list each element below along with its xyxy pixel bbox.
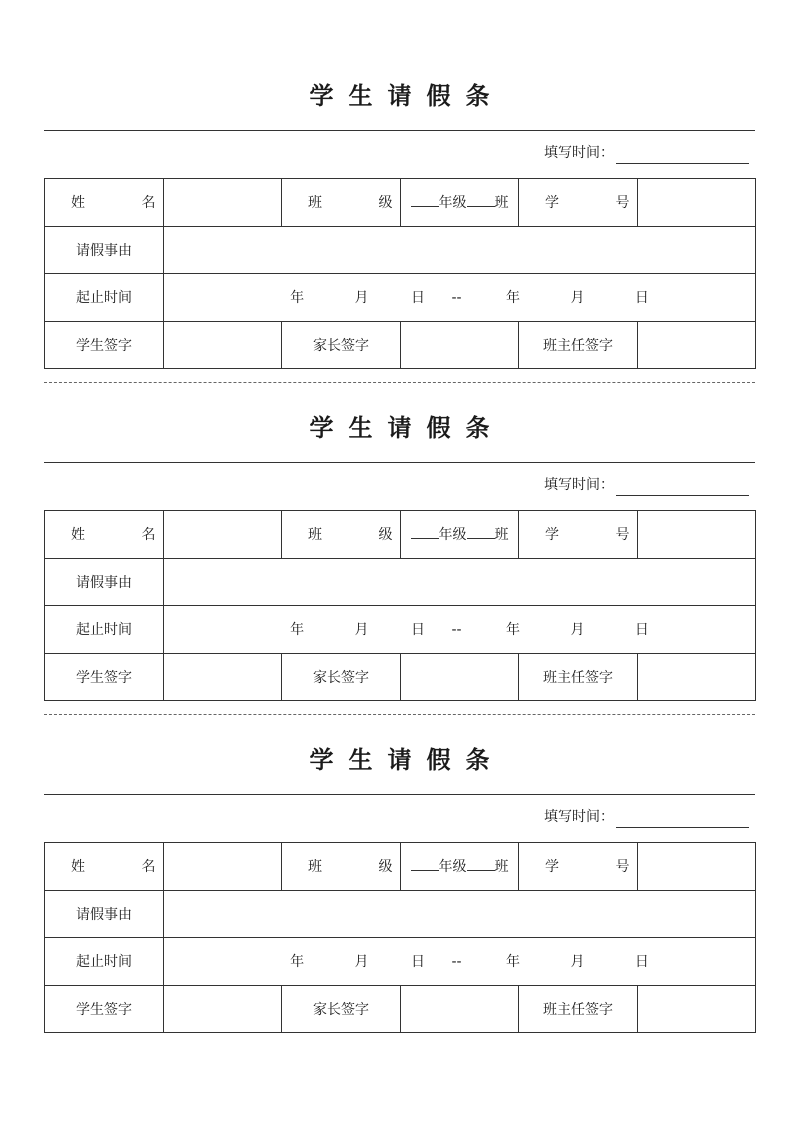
- student-sign-field[interactable]: [164, 653, 282, 701]
- parent-sign-field[interactable]: [401, 985, 519, 1033]
- end-month-unit: 月: [570, 954, 585, 971]
- period-label: 起止时间: [45, 938, 164, 986]
- teacher-sign-field[interactable]: [638, 321, 756, 369]
- table-row: [45, 274, 756, 322]
- fill-time-row: [544, 474, 749, 496]
- start-month-unit: 月: [354, 622, 369, 639]
- teacher-sign-field[interactable]: [638, 985, 756, 1033]
- class-label: 班 级: [282, 511, 401, 559]
- class-blank[interactable]: [467, 526, 495, 539]
- date-range-dash: --: [451, 622, 462, 639]
- name-label: 姓 名: [45, 843, 164, 891]
- start-month-unit: 月: [354, 954, 369, 971]
- reason-field[interactable]: [164, 890, 756, 938]
- student-sign-label: 学生签字: [45, 653, 164, 701]
- name-label: 姓 名: [45, 511, 164, 559]
- grade-blank[interactable]: [411, 858, 439, 871]
- end-year-unit: 年: [506, 622, 520, 639]
- fill-time-field[interactable]: [616, 149, 749, 164]
- slip-title: 学生请假条: [309, 414, 505, 442]
- leave-form-table: [44, 178, 756, 369]
- period-label: 起止时间: [45, 606, 164, 654]
- teacher-sign-label: 班主任签字: [519, 321, 638, 369]
- student-no-label: 学 号: [519, 179, 638, 227]
- grade-class-field[interactable]: [401, 179, 519, 227]
- table-row: [45, 606, 756, 654]
- reason-label: 请假事由: [45, 558, 164, 606]
- class-label: 班 级: [282, 179, 401, 227]
- start-month-unit: 月: [354, 290, 369, 307]
- slip-title: 学生请假条: [309, 746, 505, 774]
- cut-line-separator: [44, 714, 755, 715]
- period-field[interactable]: [164, 938, 756, 986]
- table-row: [45, 558, 756, 606]
- table-row: [45, 321, 756, 369]
- start-year-unit: 年: [290, 290, 305, 307]
- title-divider: [44, 462, 755, 463]
- parent-sign-label: 家长签字: [282, 653, 401, 701]
- table-row: [45, 890, 756, 938]
- start-day-unit: 日: [410, 290, 425, 307]
- end-month-unit: 月: [570, 622, 585, 639]
- period-field[interactable]: [164, 606, 756, 654]
- start-day-unit: 日: [410, 622, 425, 639]
- name-label: 姓 名: [45, 179, 164, 227]
- teacher-sign-field[interactable]: [638, 653, 756, 701]
- leave-form-table: [44, 842, 756, 1033]
- date-range-dash: --: [451, 290, 462, 307]
- grade-blank[interactable]: [411, 526, 439, 539]
- table-row: [45, 226, 756, 274]
- start-year-unit: 年: [290, 954, 305, 971]
- student-sign-field[interactable]: [164, 985, 282, 1033]
- title-divider: [44, 794, 755, 795]
- class-label: 班 级: [282, 843, 401, 891]
- class-blank[interactable]: [467, 194, 495, 207]
- cut-line-separator: [44, 382, 755, 383]
- date-range-dash: --: [451, 954, 462, 971]
- class-unit: 班: [494, 859, 509, 876]
- fill-time-row: [544, 806, 749, 828]
- fill-time-field[interactable]: [616, 813, 749, 828]
- student-sign-field[interactable]: [164, 321, 282, 369]
- table-row: [45, 985, 756, 1033]
- student-sign-label: 学生签字: [45, 321, 164, 369]
- reason-label: 请假事由: [45, 890, 164, 938]
- reason-label: 请假事由: [45, 226, 164, 274]
- grade-unit: 年级: [438, 859, 467, 876]
- table-row: [45, 653, 756, 701]
- leave-form-table: [44, 510, 756, 701]
- grade-class-field[interactable]: [401, 511, 519, 559]
- table-row: [45, 938, 756, 986]
- fill-time-label: 填写时间：: [544, 145, 614, 161]
- student-no-label: 学 号: [519, 843, 638, 891]
- student-no-label: 学 号: [519, 511, 638, 559]
- grade-class-field[interactable]: [401, 843, 519, 891]
- end-month-unit: 月: [570, 290, 585, 307]
- slip-title: 学生请假条: [309, 82, 505, 110]
- table-row: [45, 179, 756, 227]
- parent-sign-label: 家长签字: [282, 321, 401, 369]
- grade-blank[interactable]: [411, 194, 439, 207]
- table-row: [45, 843, 756, 891]
- period-label: 起止时间: [45, 274, 164, 322]
- end-year-unit: 年: [506, 954, 520, 971]
- fill-time-row: [544, 142, 749, 164]
- grade-unit: 年级: [438, 195, 467, 212]
- parent-sign-field[interactable]: [401, 321, 519, 369]
- end-day-unit: 日: [634, 290, 649, 307]
- grade-unit: 年级: [438, 527, 467, 544]
- reason-field[interactable]: [164, 226, 756, 274]
- student-sign-label: 学生签字: [45, 985, 164, 1033]
- teacher-sign-label: 班主任签字: [519, 985, 638, 1033]
- fill-time-label: 填写时间：: [544, 809, 614, 825]
- end-day-unit: 日: [634, 954, 649, 971]
- start-year-unit: 年: [290, 622, 305, 639]
- class-blank[interactable]: [467, 858, 495, 871]
- teacher-sign-label: 班主任签字: [519, 653, 638, 701]
- reason-field[interactable]: [164, 558, 756, 606]
- fill-time-label: 填写时间：: [544, 477, 614, 493]
- table-row: [45, 511, 756, 559]
- parent-sign-label: 家长签字: [282, 985, 401, 1033]
- class-unit: 班: [494, 195, 509, 212]
- title-divider: [44, 130, 755, 131]
- start-day-unit: 日: [410, 954, 425, 971]
- period-field[interactable]: [164, 274, 756, 322]
- end-day-unit: 日: [634, 622, 649, 639]
- class-unit: 班: [494, 527, 509, 544]
- fill-time-field[interactable]: [616, 481, 749, 496]
- end-year-unit: 年: [506, 290, 520, 307]
- parent-sign-field[interactable]: [401, 653, 519, 701]
